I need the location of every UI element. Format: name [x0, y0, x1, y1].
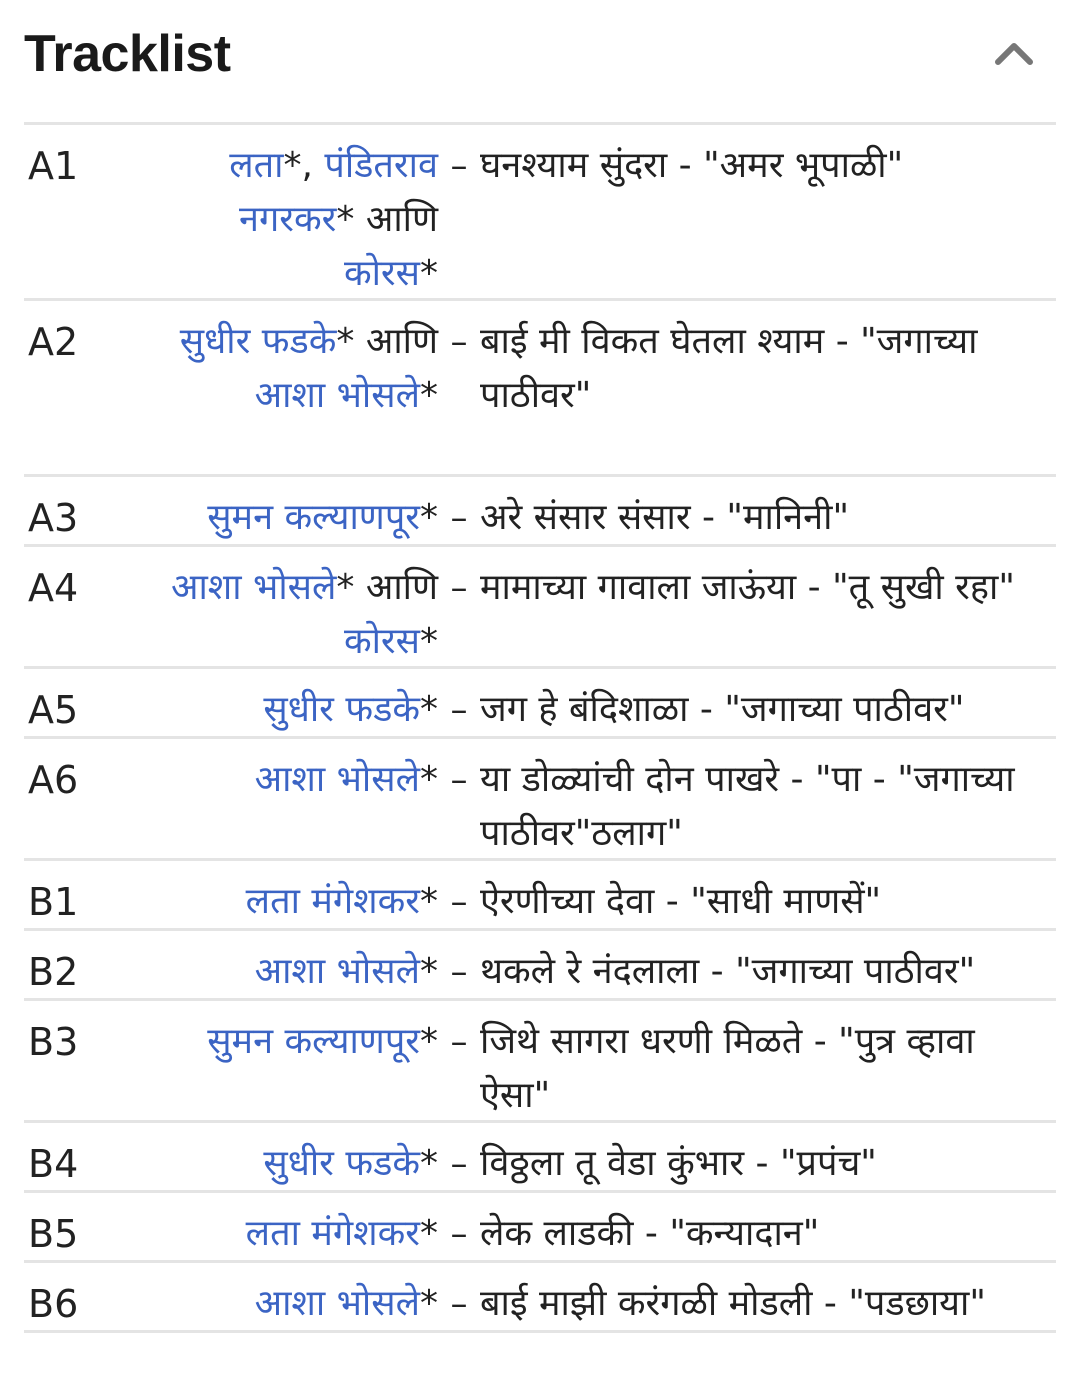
track-title: ऐरणीच्या देवा - "साधी माणसें" — [480, 881, 882, 922]
artist-joiner: * आणि — [336, 567, 438, 608]
track-title: बाई माझी करंगळी मोडली - "पडछाया" — [480, 1283, 986, 1324]
track-artists — [138, 683, 438, 737]
section-title: Tracklist — [24, 25, 231, 83]
artist-joiner: * — [420, 881, 438, 922]
track-artists — [138, 315, 438, 423]
track-position: B2 — [28, 950, 79, 994]
track-title: या डोळ्यांची दोन पाखरे - "पा - "जगाच्या पाठीवर"ठलाग" — [480, 759, 1015, 854]
artist-link[interactable]: सुधीर फडके — [179, 321, 337, 362]
track-title: अरे संसार संसार - "मानिनी" — [480, 497, 850, 538]
credit-separator: – — [450, 498, 468, 538]
track-position: A3 — [28, 496, 79, 540]
tracklist — [24, 125, 1056, 1333]
track-title: विठ्ठला तू वेडा कुंभार - "प्रपंच" — [480, 1143, 877, 1184]
artist-joiner: * — [420, 253, 438, 294]
track-title: जिथे सागरा धरणी मिळते - "पुत्र व्हावा ऐसा" — [480, 1021, 975, 1116]
track-row — [24, 739, 1056, 861]
artist-joiner: * — [420, 1213, 438, 1254]
track-title: थकले रे नंदलाला - "जगाच्या पाठीवर" — [480, 951, 976, 992]
credit-separator: – — [450, 1022, 468, 1062]
track-row — [24, 669, 1056, 739]
credit-separator: – — [450, 1144, 468, 1184]
artist-joiner: * आणि — [336, 199, 438, 240]
artist-joiner: * आणि — [336, 321, 438, 362]
artist-joiner: * — [420, 759, 438, 800]
track-artists — [138, 753, 438, 807]
track-title: जग हे बंदिशाळा - "जगाच्या पाठीवर" — [480, 689, 965, 730]
artist-link[interactable]: आशा भोसले — [254, 951, 420, 992]
track-row — [24, 1123, 1056, 1193]
track-row — [24, 931, 1056, 1001]
track-position: A2 — [28, 320, 79, 364]
artist-link[interactable]: पंडितराव नगरकर — [239, 145, 438, 240]
artist-link[interactable]: सुधीर फडके — [263, 1143, 420, 1184]
credit-separator: – — [450, 322, 468, 362]
artist-joiner: * — [420, 951, 438, 992]
track-position: B5 — [28, 1212, 79, 1256]
credit-separator: – — [450, 1284, 468, 1324]
track-title: मामाच्या गावाला जाऊंया - "तू सुखी रहा" — [480, 567, 1015, 608]
credit-separator: – — [450, 146, 468, 186]
track-artists — [138, 875, 438, 929]
track-position: A6 — [28, 758, 79, 802]
artist-joiner: * — [420, 1021, 438, 1062]
credit-separator: – — [450, 690, 468, 730]
track-row — [24, 1263, 1056, 1333]
artist-link[interactable]: आशा भोसले — [254, 1283, 420, 1324]
artist-link[interactable]: आशा भोसले — [254, 375, 420, 416]
track-row — [24, 477, 1056, 547]
chevron-up-icon[interactable] — [992, 38, 1036, 68]
track-row — [24, 125, 1056, 301]
track-position: B3 — [28, 1020, 79, 1064]
artist-joiner: * — [420, 375, 438, 416]
artist-link[interactable]: सुमन कल्याणपूर — [207, 497, 420, 538]
artist-link[interactable]: कोरस — [343, 253, 420, 294]
artist-joiner: * — [420, 1143, 438, 1184]
track-artists — [138, 139, 438, 301]
artist-link[interactable]: लता — [229, 145, 284, 186]
artist-joiner: * — [420, 689, 438, 730]
track-artists — [138, 1137, 438, 1191]
track-artists — [138, 561, 438, 669]
artist-link[interactable]: कोरस — [343, 621, 420, 662]
track-position: A1 — [28, 144, 79, 188]
track-position: B4 — [28, 1142, 79, 1186]
track-row — [24, 1001, 1056, 1123]
track-position: B1 — [28, 880, 79, 924]
artist-link[interactable]: सुधीर फडके — [263, 689, 420, 730]
credit-separator: – — [450, 760, 468, 800]
track-title: बाई मी विकत घेतला श्याम - "जगाच्या पाठीवर" — [480, 321, 978, 416]
artist-joiner: *, — [283, 145, 325, 186]
track-row — [24, 861, 1056, 931]
track-position: B6 — [28, 1282, 79, 1326]
track-artists — [138, 491, 438, 545]
credit-separator: – — [450, 568, 468, 608]
artist-link[interactable]: लता मंगेशकर — [245, 1213, 420, 1254]
credit-separator: – — [450, 882, 468, 922]
artist-link[interactable]: सुमन कल्याणपूर — [207, 1021, 420, 1062]
track-row — [24, 1193, 1056, 1263]
artist-link[interactable]: आशा भोसले — [170, 567, 337, 608]
track-artists — [138, 1207, 438, 1261]
credit-separator: – — [450, 1214, 468, 1254]
artist-joiner: * — [420, 497, 438, 538]
section-header[interactable] — [24, 0, 1056, 125]
credit-separator: – — [450, 952, 468, 992]
track-artists — [138, 1015, 438, 1069]
track-position: A5 — [28, 688, 79, 732]
track-title: लेक लाडकी - "कन्यादान" — [480, 1213, 820, 1254]
artist-joiner: * — [420, 1283, 438, 1324]
artist-link[interactable]: आशा भोसले — [254, 759, 420, 800]
track-row — [24, 547, 1056, 669]
track-row — [24, 301, 1056, 477]
track-artists — [138, 1277, 438, 1331]
track-artists — [138, 945, 438, 999]
track-title: घनश्याम सुंदरा - "अमर भूपाळी" — [480, 145, 904, 186]
track-position: A4 — [28, 566, 79, 610]
artist-joiner: * — [420, 621, 438, 662]
artist-link[interactable]: लता मंगेशकर — [245, 881, 420, 922]
